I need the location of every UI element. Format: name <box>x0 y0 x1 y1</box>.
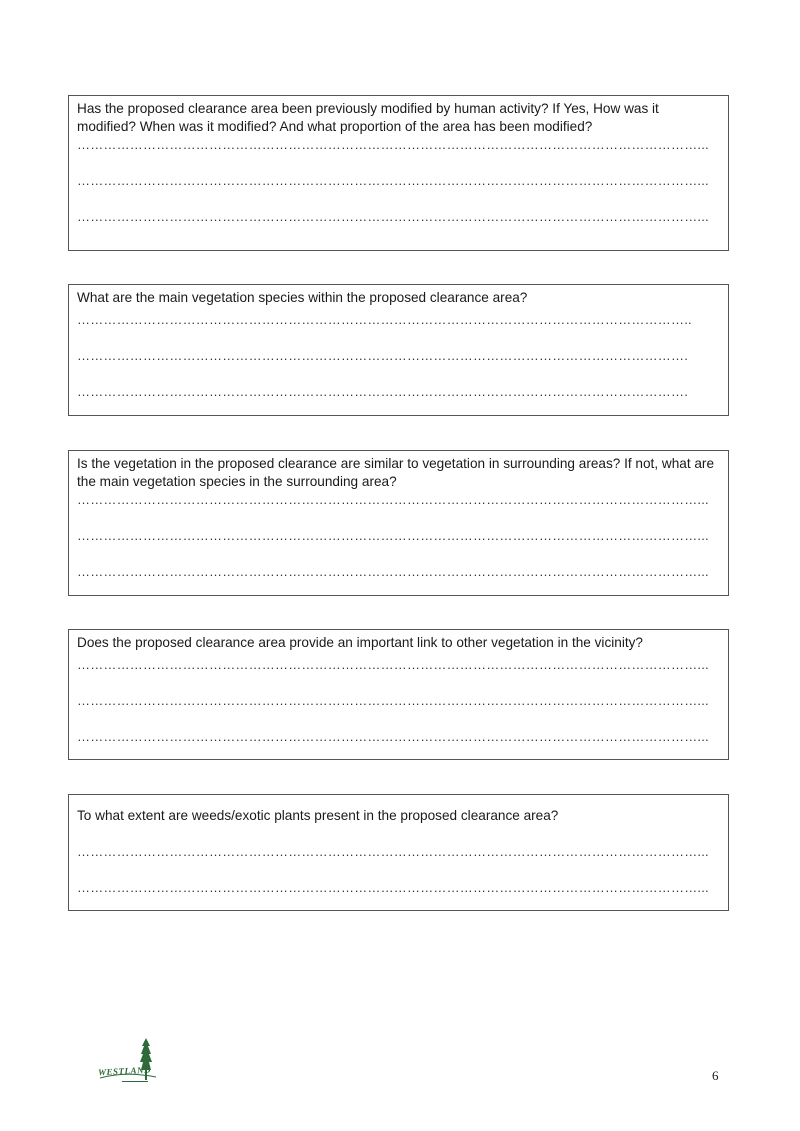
question-box-5 <box>68 794 729 911</box>
logo-text: WESTLAND <box>97 1064 152 1078</box>
tree-icon <box>96 1036 160 1086</box>
question-box-3 <box>68 450 729 596</box>
answer-line[interactable]: …………………………………………………………………………………………………………………………. <box>77 348 689 363</box>
question-5-text: To what extent are weeds/exotic plants present in the proposed clearance area? <box>77 808 559 823</box>
answer-line[interactable]: ……………………………………………………………………………………………………………………………... <box>77 729 709 744</box>
answer-line[interactable]: ……………………………………………………………………………………………………………………………... <box>77 209 709 224</box>
answer-line[interactable]: …………………………………………………………………………………………………………………………. <box>77 384 689 399</box>
westland-logo <box>96 1036 160 1086</box>
answer-line[interactable]: ……………………………………………………………………………………………………………………………... <box>77 137 709 152</box>
question-4-text: Does the proposed clearance area provide an important link to other vegetation in the vicinity? <box>77 635 643 650</box>
answer-line[interactable]: ……………………………………………………………………………………………………………………………... <box>77 880 709 895</box>
answer-line[interactable]: ……………………………………………………………………………………………………………………………... <box>77 564 709 579</box>
answer-line[interactable]: ……………………………………………………………………………………………………………………………... <box>77 844 709 859</box>
question-2-text: What are the main vegetation species within the proposed clearance area? <box>77 290 528 305</box>
answer-line[interactable]: ……………………………………………………………………………………………………………………………... <box>77 173 709 188</box>
question-box-1 <box>68 95 729 251</box>
answer-line[interactable]: ………………………………………………………………………………………………………………………….. <box>77 312 692 327</box>
answer-line[interactable]: ……………………………………………………………………………………………………………………………... <box>77 693 709 708</box>
question-box-2 <box>68 284 729 416</box>
question-3-text: Is the vegetation in the proposed clearance are similar to vegetation in surrounding areas? If not, what are the main vegetation species in the surrounding area? <box>77 456 715 489</box>
question-1-text: Has the proposed clearance area been previously modified by human activity? If Yes, How was it modified? When was it modified? And what proportion of the area has been modified? <box>77 101 659 134</box>
page-number: 6 <box>712 1068 719 1083</box>
question-box-4 <box>68 629 729 760</box>
answer-line[interactable]: ……………………………………………………………………………………………………………………………... <box>77 657 709 672</box>
answer-line[interactable]: ……………………………………………………………………………………………………………………………... <box>77 528 709 543</box>
answer-line[interactable]: ……………………………………………………………………………………………………………………………... <box>77 492 709 507</box>
